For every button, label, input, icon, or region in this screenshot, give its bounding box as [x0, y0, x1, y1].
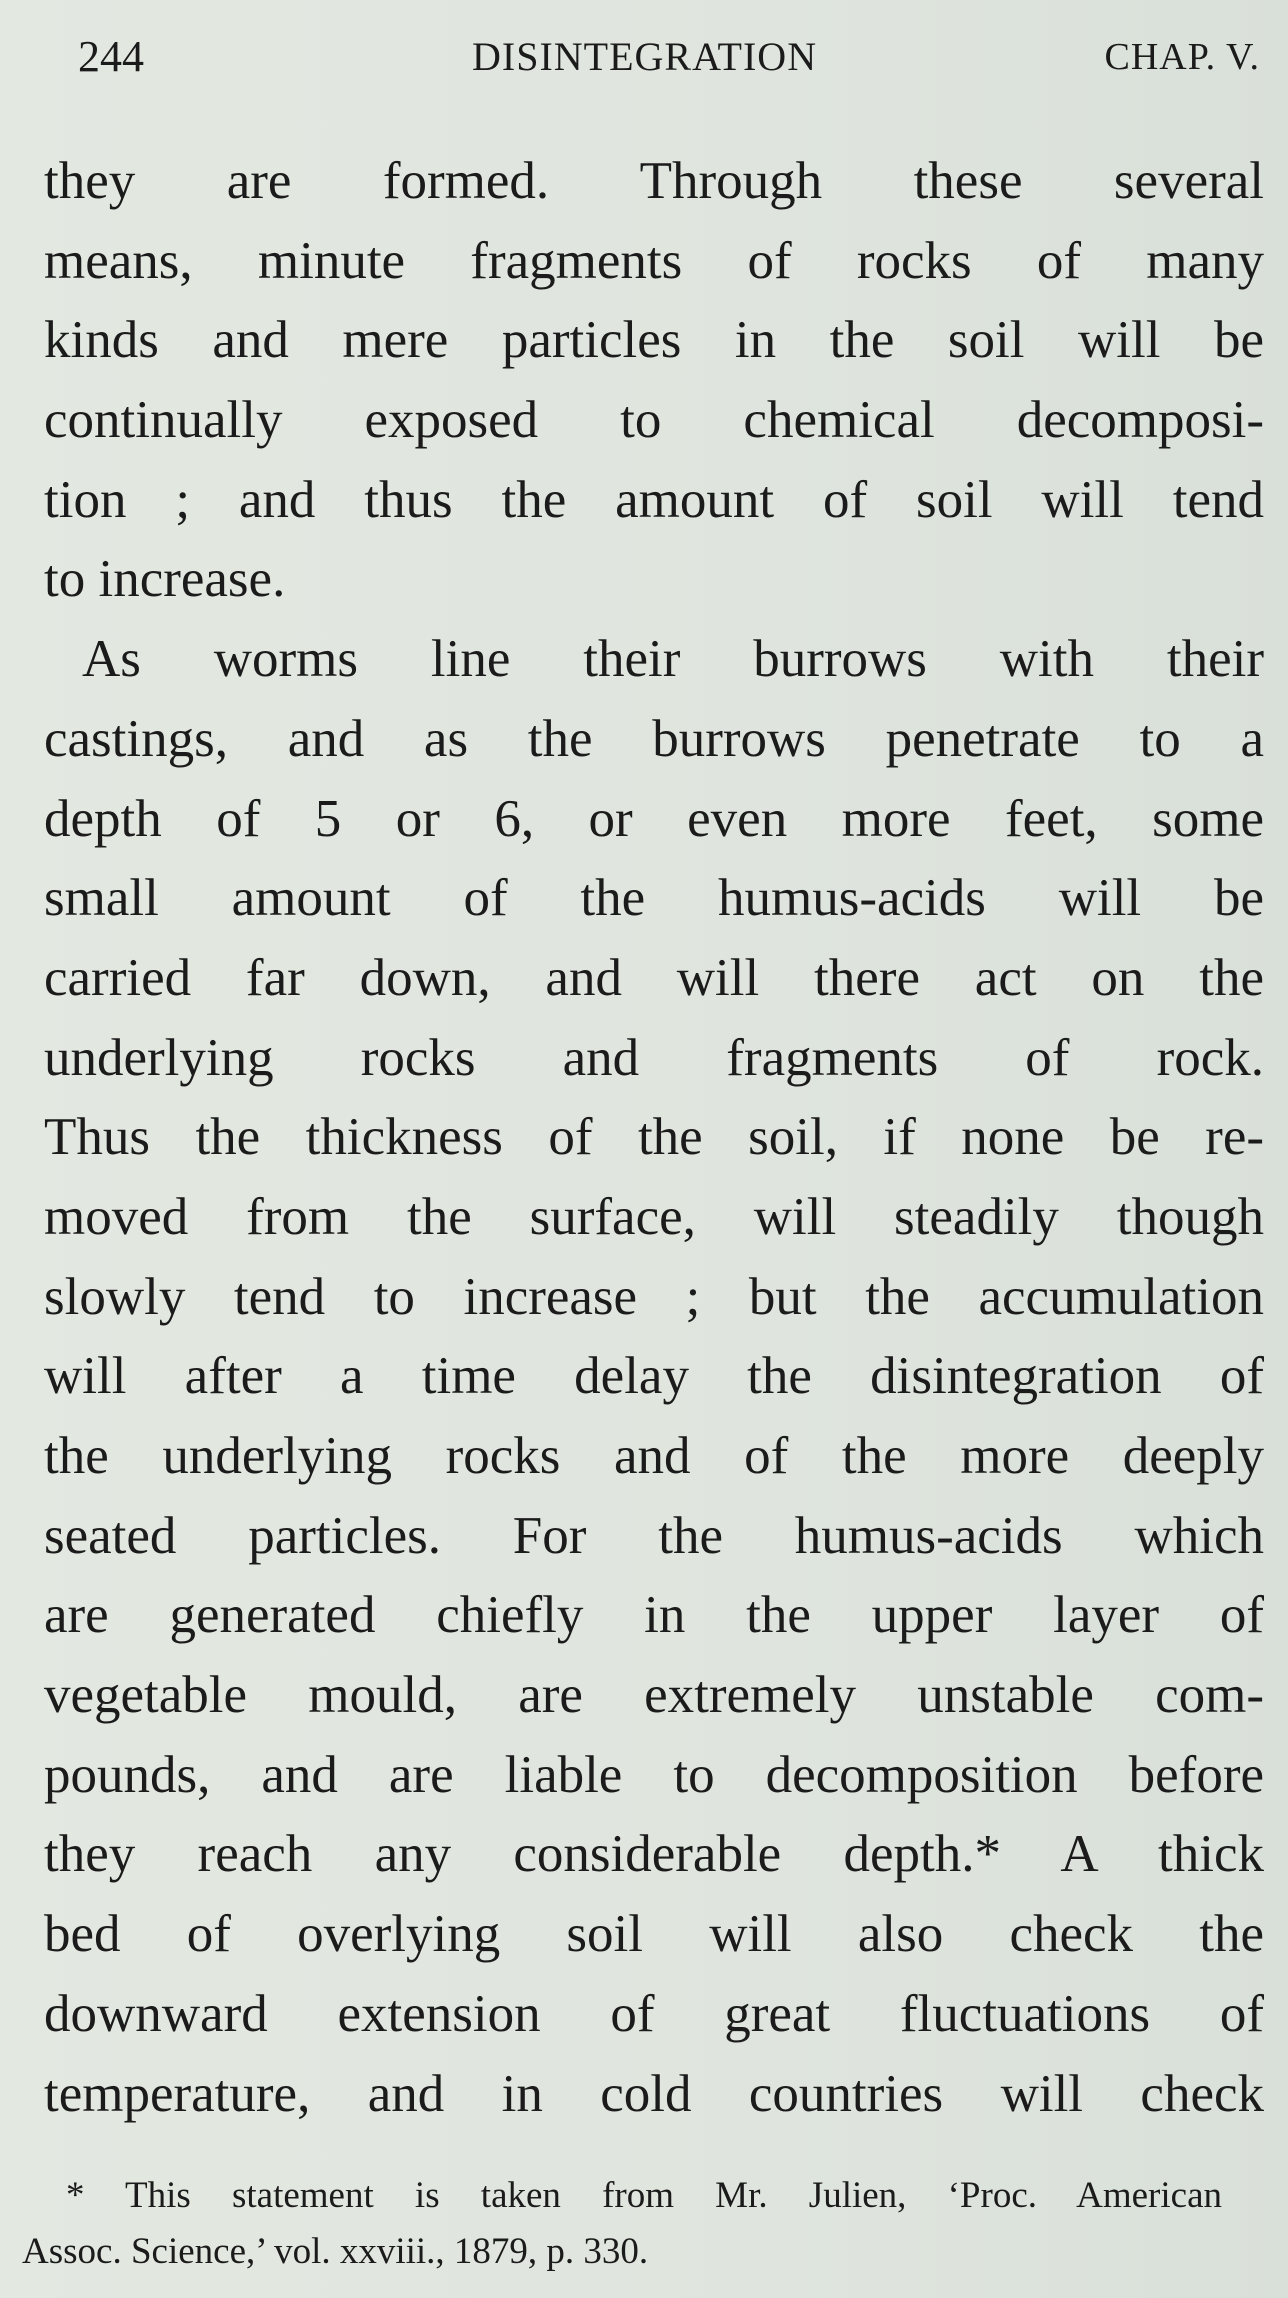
text-line: castings, and as the burrows penetrate to a	[44, 709, 1264, 768]
text-line: Thus the thickness of the soil, if none be re-	[44, 1108, 1264, 1167]
footnote	[22, 2168, 1222, 2280]
text-line: bed of overlying soil will also check the	[44, 1905, 1264, 1964]
text-line: means, minute fragments of rocks of many	[44, 231, 1264, 290]
page-number: 244	[78, 32, 144, 81]
text-line: continually exposed to chemical decomposi-	[44, 391, 1264, 450]
text-line: they are formed. Through these several	[44, 152, 1264, 210]
running-title: DISINTEGRATION	[472, 34, 818, 79]
text-line: As worms line their burrows with their	[82, 630, 1264, 689]
chapter-label: CHAP. V.	[1104, 36, 1260, 78]
footnote-line: Assoc. Science,’ vol. xxviii., 1879, p. 330.	[22, 2231, 649, 2272]
footnote-line: * This statement is taken from Mr. Julien, ‘Proc. American	[66, 2175, 1222, 2216]
text-line: carried far down, and will there act on the	[44, 948, 1264, 1007]
text-line: seated particles. For the humus-acids which	[44, 1506, 1264, 1565]
text-line: slowly tend to increase ; but the accumulation	[44, 1267, 1264, 1326]
text-line: kinds and mere particles in the soil will be	[44, 311, 1264, 370]
text-line: they reach any considerable depth.* A thick	[44, 1825, 1264, 1884]
text-line: the underlying rocks and of the more deeply	[44, 1427, 1264, 1485]
text-line: small amount of the humus-acids will be	[44, 869, 1264, 928]
text-line: underlying rocks and fragments of rock.	[44, 1028, 1264, 1087]
text-line: pounds, and are liable to decomposition before	[44, 1745, 1264, 1804]
text-line: moved from the surface, will steadily though	[44, 1187, 1264, 1246]
text-line: downward extension of great fluctuations of	[44, 1984, 1264, 2043]
page-header	[62, 22, 1266, 92]
text-line: temperature, and in cold countries will check	[44, 2064, 1264, 2123]
text-line: tion ; and thus the amount of soil will tend	[44, 470, 1264, 529]
body-text	[44, 142, 1264, 2134]
text-line: to increase.	[44, 550, 286, 609]
text-line: will after a time delay the disintegration of	[44, 1347, 1264, 1406]
text-line: are generated chiefly in the upper layer of	[44, 1586, 1264, 1645]
text-line: vegetable mould, are extremely unstable com-	[44, 1666, 1264, 1725]
text-line: depth of 5 or 6, or even more feet, some	[44, 789, 1264, 848]
